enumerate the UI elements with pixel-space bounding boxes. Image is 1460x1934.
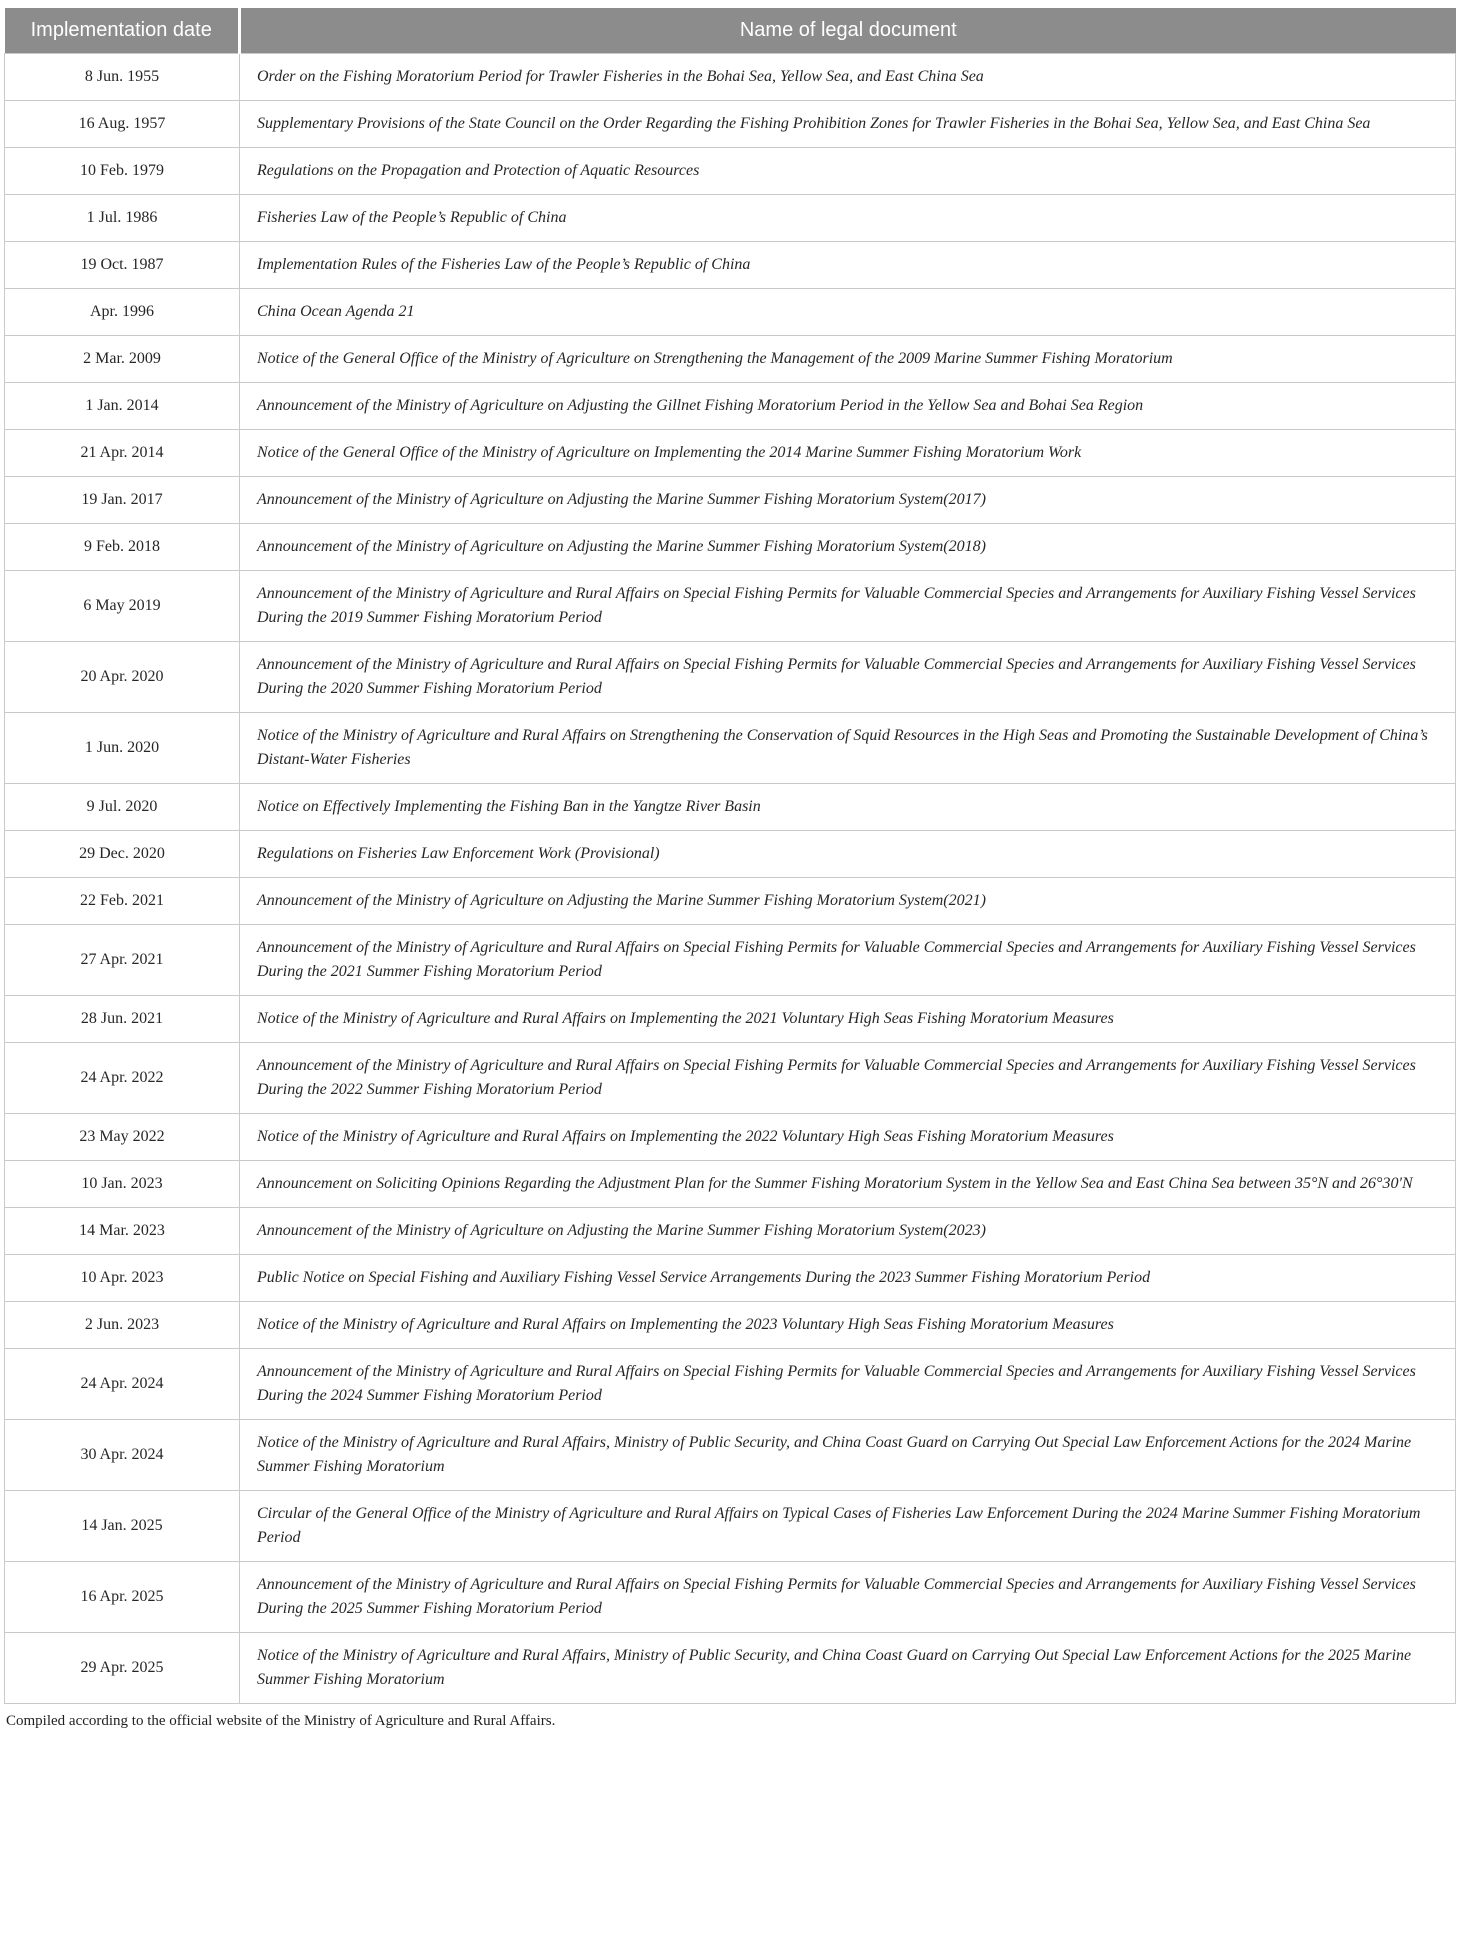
document-name-cell: Notice on Effectively Implementing the Fishing Ban in the Yangtze River Basin [240, 784, 1456, 831]
document-name-cell: Supplementary Provisions of the State Council on the Order Regarding the Fishing Prohibition Zones for Trawler Fisheries in the Bohai Sea, Yellow Sea, and East China Sea [240, 101, 1456, 148]
document-name-cell: Fisheries Law of the People’s Republic of China [240, 195, 1456, 242]
table-row [5, 1161, 1456, 1208]
document-name-cell: Announcement of the Ministry of Agriculture on Adjusting the Marine Summer Fishing Moratorium System(2017) [240, 477, 1456, 524]
header-row [5, 8, 1456, 54]
table-row [5, 1633, 1456, 1704]
table-row [5, 54, 1456, 101]
table-row [5, 242, 1456, 289]
implementation-date-cell: 10 Jan. 2023 [5, 1161, 240, 1208]
document-name-cell: Notice of the Ministry of Agriculture and Rural Affairs on Implementing the 2022 Voluntary High Seas Fishing Moratorium Measures [240, 1114, 1456, 1161]
document-name-cell: Notice of the General Office of the Ministry of Agriculture on Implementing the 2014 Marine Summer Fishing Moratorium Work [240, 430, 1456, 477]
document-name-cell: Announcement of the Ministry of Agriculture on Adjusting the Marine Summer Fishing Moratorium System(2021) [240, 878, 1456, 925]
table-row [5, 1491, 1456, 1562]
document-name-cell: China Ocean Agenda 21 [240, 289, 1456, 336]
document-name-cell: Notice of the General Office of the Ministry of Agriculture on Strengthening the Management of the 2009 Marine Summer Fishing Moratorium [240, 336, 1456, 383]
table-row [5, 524, 1456, 571]
table-row [5, 148, 1456, 195]
implementation-date-cell: 10 Feb. 1979 [5, 148, 240, 195]
document-name-cell: Notice of the Ministry of Agriculture and Rural Affairs, Ministry of Public Security, and China Coast Guard on Carrying Out Special Law Enforcement Actions for the 2024 Marine Summer Fishing Moratorium [240, 1420, 1456, 1491]
implementation-date-cell: 19 Jan. 2017 [5, 477, 240, 524]
implementation-date-cell: 28 Jun. 2021 [5, 996, 240, 1043]
table-row [5, 925, 1456, 996]
document-name-cell: Notice of the Ministry of Agriculture and Rural Affairs, Ministry of Public Security, and China Coast Guard on Carrying Out Special Law Enforcement Actions for the 2025 Marine Summer Fishing Moratorium [240, 1633, 1456, 1704]
implementation-date-cell: 9 Feb. 2018 [5, 524, 240, 571]
table-row [5, 1349, 1456, 1420]
document-name-cell: Public Notice on Special Fishing and Auxiliary Fishing Vessel Service Arrangements During the 2023 Summer Fishing Moratorium Period [240, 1255, 1456, 1302]
document-name-cell: Regulations on Fisheries Law Enforcement Work (Provisional) [240, 831, 1456, 878]
implementation-date-cell: 1 Jan. 2014 [5, 383, 240, 430]
header-document-name: Name of legal document [240, 8, 1456, 54]
table-footnote: Compiled according to the official website of the Ministry of Agriculture and Rural Affairs. [6, 1713, 556, 1729]
implementation-date-cell: 20 Apr. 2020 [5, 642, 240, 713]
table-row [5, 1255, 1456, 1302]
implementation-date-cell: 16 Aug. 1957 [5, 101, 240, 148]
table-row [5, 642, 1456, 713]
document-name-cell: Order on the Fishing Moratorium Period for Trawler Fisheries in the Bohai Sea, Yellow Sea, and East China Sea [240, 54, 1456, 101]
table-row [5, 383, 1456, 430]
implementation-date-cell: 6 May 2019 [5, 571, 240, 642]
implementation-date-cell: 14 Mar. 2023 [5, 1208, 240, 1255]
table-row [5, 101, 1456, 148]
implementation-date-cell: 16 Apr. 2025 [5, 1562, 240, 1633]
document-name-cell: Announcement of the Ministry of Agriculture and Rural Affairs on Special Fishing Permits for Valuable Commercial Species and Arrangements for Auxiliary Fishing Vessel Services During the 2025 Summer Fishing Moratorium Period [240, 1562, 1456, 1633]
implementation-date-cell: 24 Apr. 2022 [5, 1043, 240, 1114]
implementation-date-cell: 2 Mar. 2009 [5, 336, 240, 383]
implementation-date-cell: 10 Apr. 2023 [5, 1255, 240, 1302]
table-row [5, 571, 1456, 642]
table-row [5, 996, 1456, 1043]
implementation-date-cell: 14 Jan. 2025 [5, 1491, 240, 1562]
document-name-cell: Announcement of the Ministry of Agriculture and Rural Affairs on Special Fishing Permits for Valuable Commercial Species and Arrangements for Auxiliary Fishing Vessel Services During the 2019 Summer Fishing Moratorium Period [240, 571, 1456, 642]
document-name-cell: Notice of the Ministry of Agriculture and Rural Affairs on Strengthening the Conservation of Squid Resources in the High Seas and Promoting the Sustainable Development of China’s Distant-Water Fisheries [240, 713, 1456, 784]
table-row [5, 1114, 1456, 1161]
table-row [5, 289, 1456, 336]
implementation-date-cell: 23 May 2022 [5, 1114, 240, 1161]
implementation-date-cell: 9 Jul. 2020 [5, 784, 240, 831]
implementation-date-cell: 24 Apr. 2024 [5, 1349, 240, 1420]
implementation-date-cell: 29 Dec. 2020 [5, 831, 240, 878]
document-name-cell: Notice of the Ministry of Agriculture and Rural Affairs on Implementing the 2023 Voluntary High Seas Fishing Moratorium Measures [240, 1302, 1456, 1349]
table-row [5, 430, 1456, 477]
table-row [5, 195, 1456, 242]
table-row [5, 1302, 1456, 1349]
document-name-cell: Announcement of the Ministry of Agriculture and Rural Affairs on Special Fishing Permits for Valuable Commercial Species and Arrangements for Auxiliary Fishing Vessel Services During the 2022 Summer Fishing Moratorium Period [240, 1043, 1456, 1114]
legal-documents-table [4, 8, 1456, 1704]
document-name-cell: Announcement on Soliciting Opinions Regarding the Adjustment Plan for the Summer Fishing Moratorium System in the Yellow Sea and East China Sea between 35°N and 26°30′N [240, 1161, 1456, 1208]
document-name-cell: Announcement of the Ministry of Agriculture and Rural Affairs on Special Fishing Permits for Valuable Commercial Species and Arrangements for Auxiliary Fishing Vessel Services During the 2021 Summer Fishing Moratorium Period [240, 925, 1456, 996]
table-row [5, 1562, 1456, 1633]
implementation-date-cell: 2 Jun. 2023 [5, 1302, 240, 1349]
table-row [5, 1420, 1456, 1491]
document-name-cell: Announcement of the Ministry of Agriculture on Adjusting the Gillnet Fishing Moratorium Period in the Yellow Sea and Bohai Sea Region [240, 383, 1456, 430]
document-name-cell: Circular of the General Office of the Ministry of Agriculture and Rural Affairs on Typical Cases of Fisheries Law Enforcement During the 2024 Marine Summer Fishing Moratorium Period [240, 1491, 1456, 1562]
table-row [5, 1043, 1456, 1114]
implementation-date-cell: 1 Jun. 2020 [5, 713, 240, 784]
table-row [5, 477, 1456, 524]
implementation-date-cell: 27 Apr. 2021 [5, 925, 240, 996]
implementation-date-cell: 1 Jul. 1986 [5, 195, 240, 242]
table-row [5, 784, 1456, 831]
implementation-date-cell: 22 Feb. 2021 [5, 878, 240, 925]
document-name-cell: Regulations on the Propagation and Protection of Aquatic Resources [240, 148, 1456, 195]
table-row [5, 1208, 1456, 1255]
document-name-cell: Announcement of the Ministry of Agriculture and Rural Affairs on Special Fishing Permits for Valuable Commercial Species and Arrangements for Auxiliary Fishing Vessel Services During the 2024 Summer Fishing Moratorium Period [240, 1349, 1456, 1420]
document-name-cell: Notice of the Ministry of Agriculture and Rural Affairs on Implementing the 2021 Voluntary High Seas Fishing Moratorium Measures [240, 996, 1456, 1043]
implementation-date-cell: 29 Apr. 2025 [5, 1633, 240, 1704]
table-body [5, 54, 1456, 1704]
header-implementation-date: Implementation date [5, 8, 240, 54]
document-name-cell: Announcement of the Ministry of Agriculture on Adjusting the Marine Summer Fishing Moratorium System(2018) [240, 524, 1456, 571]
table-row [5, 878, 1456, 925]
table-row [5, 336, 1456, 383]
document-name-cell: Announcement of the Ministry of Agriculture on Adjusting the Marine Summer Fishing Moratorium System(2023) [240, 1208, 1456, 1255]
implementation-date-cell: 19 Oct. 1987 [5, 242, 240, 289]
document-name-cell: Announcement of the Ministry of Agriculture and Rural Affairs on Special Fishing Permits for Valuable Commercial Species and Arrangements for Auxiliary Fishing Vessel Services During the 2020 Summer Fishing Moratorium Period [240, 642, 1456, 713]
implementation-date-cell: 21 Apr. 2014 [5, 430, 240, 477]
implementation-date-cell: 8 Jun. 1955 [5, 54, 240, 101]
table-row [5, 831, 1456, 878]
document-name-cell: Implementation Rules of the Fisheries Law of the People’s Republic of China [240, 242, 1456, 289]
table-row [5, 713, 1456, 784]
implementation-date-cell: Apr. 1996 [5, 289, 240, 336]
table-header [5, 8, 1456, 54]
implementation-date-cell: 30 Apr. 2024 [5, 1420, 240, 1491]
